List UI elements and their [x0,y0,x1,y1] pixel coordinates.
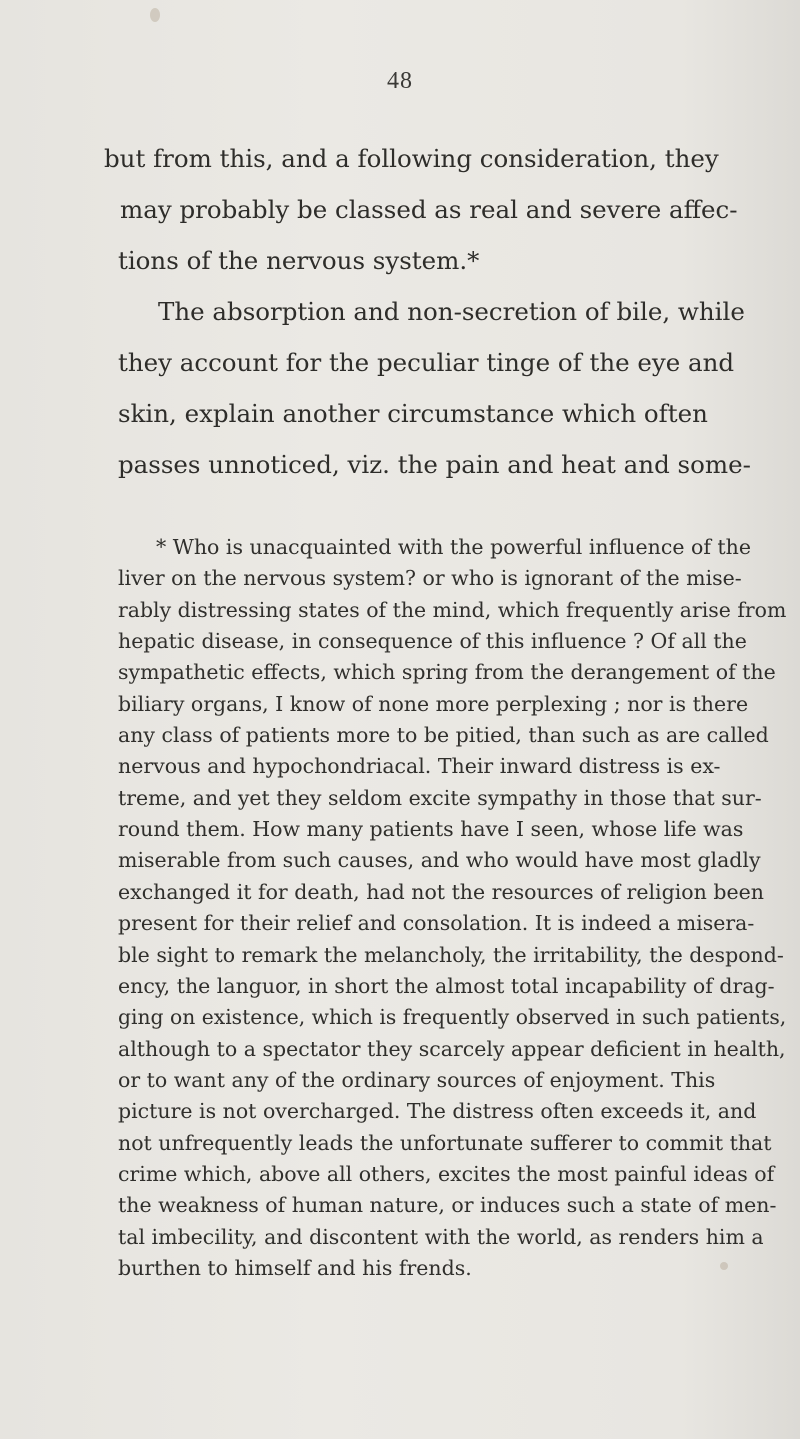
footnote-line: treme, and yet they seldom excite sympathy in those that sur- [118,786,762,810]
footnote-line: tal imbecility, and discontent with the world, as renders him a [118,1225,764,1249]
main-text-line: tions of the nervous system.* [118,246,480,275]
footnote-line: ble sight to remark the melancholy, the irritability, the despond- [118,943,784,967]
main-text-line: skin, explain another circumstance which often [118,399,708,428]
page-number: 48 [387,68,413,94]
footnote-line: rably distressing states of the mind, which frequently arise from [118,598,787,622]
footnote-line: crime which, above all others, excites the most painful ideas of [118,1162,775,1186]
footnote-line: picture is not overcharged. The distress often exceeds it, and [118,1099,757,1123]
footnote-line: any class of patients more to be pitied, than such as are called [118,723,769,747]
footnote-line: biliary organs, I know of none more perplexing ; nor is there [118,692,749,716]
footnote-line: miserable from such causes, and who would have most gladly [118,848,761,872]
footnote-line: nervous and hypochondriacal. Their inward distress is ex- [118,754,721,778]
main-text-line: The absorption and non-secretion of bile, while [158,297,745,326]
main-text-line: they account for the peculiar tinge of the eye and [118,348,735,377]
paper-stain [720,1262,728,1270]
footnote-line: liver on the nervous system? or who is ignorant of the mise- [118,566,742,590]
footnote-line: exchanged it for death, had not the resources of religion been [118,880,764,904]
main-text-line: but from this, and a following consideration, they [104,144,719,173]
footnote-line: burthen to himself and his frends. [118,1256,472,1280]
paper-stain [150,8,160,22]
main-text-line: passes unnoticed, viz. the pain and heat and some- [118,450,751,479]
footnote-line: not unfrequently leads the unfortunate sufferer to commit that [118,1131,772,1155]
footnote-line: present for their relief and consolation. It is indeed a misera- [118,911,755,935]
footnote-line: hepatic disease, in consequence of this influence ? Of all the [118,629,747,653]
footnote-line: sympathetic effects, which spring from the derangement of the [118,660,776,684]
footnote-line: ging on existence, which is frequently observed in such patients, [118,1005,787,1029]
footnote-line: or to want any of the ordinary sources of enjoyment. This [118,1068,716,1092]
footnote-line: round them. How many patients have I seen, whose life was [118,817,744,841]
main-text-line: may probably be classed as real and severe affec- [120,195,738,224]
footnote-line: the weakness of human nature, or induces such a state of men- [118,1193,777,1217]
footnote-line: although to a spectator they scarcely appear deficient in health, [118,1037,786,1061]
footnote-line: ency, the languor, in short the almost total incapability of drag- [118,974,775,998]
footnote-line: * Who is unacquainted with the powerful influence of the [156,535,751,559]
